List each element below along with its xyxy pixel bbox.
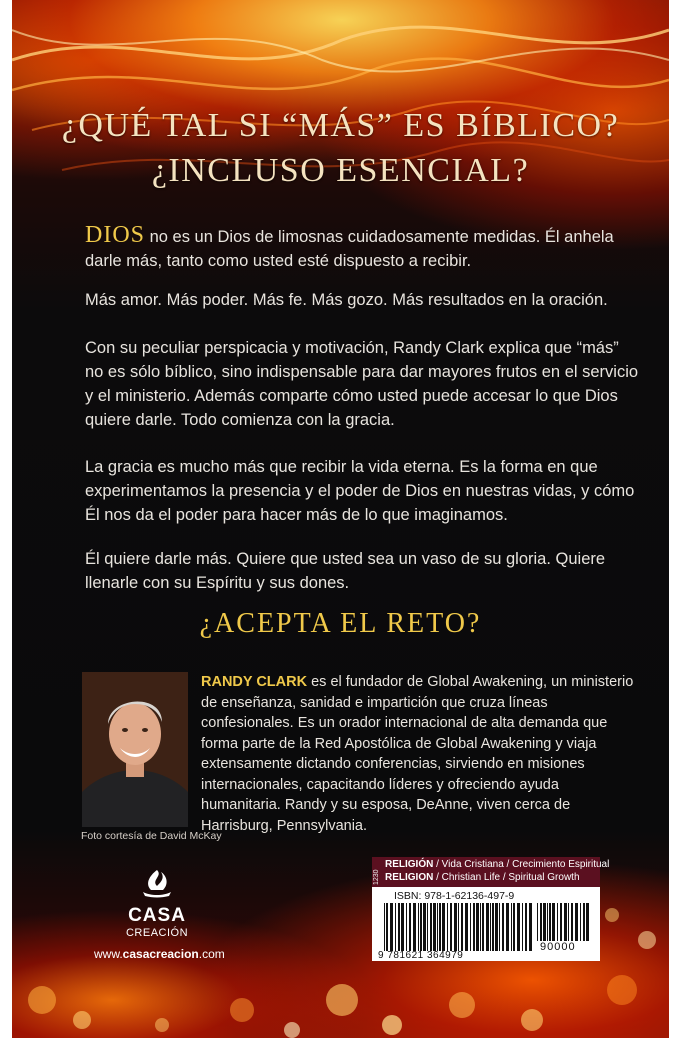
bokeh-lights	[12, 880, 669, 1038]
website-prefix: www.	[94, 947, 123, 961]
author-photo	[82, 672, 188, 827]
author-name: RANDY CLARK	[201, 674, 308, 690]
author-portrait-illustration	[82, 672, 188, 827]
paragraph-1-text: no es un Dios de limosnas cuidadosamente medidas. Él anhela darle más, tanto como usted esté dispuesto a recibir.	[85, 228, 614, 270]
category-english-rest: / Christian Life / Spiritual Growth	[433, 872, 580, 883]
author-bio-text: es el fundador de Global Awakening, un ministerio de enseñanza, sanidad e impartición que cruza líneas confesionales. Es un orador internacional de alta demanda que forma parte de la Red Apostólica de Global Awakening y viaja extensamente dictando conferencias, sirviendo en misiones internacionales, capacitando líderes y ofreciendo ayuda humanitaria. Randy y su esposa, DeAnne, viven cerca de Harrisburg, Pennsylvania.	[201, 674, 634, 834]
ean-digits: 9 781621 364979	[378, 950, 464, 961]
category-english-bold: RELIGION	[385, 872, 434, 883]
book-back-cover	[12, 0, 669, 1038]
headline-line-2: ¿INCLUSO ESENCIAL?	[151, 152, 530, 189]
photo-credit: Foto cortesía de David McKay	[81, 830, 222, 842]
category-code: 1230	[373, 869, 380, 885]
isbn-number: ISBN: 978-1-62136-497-9	[394, 890, 515, 902]
category-spanish	[385, 859, 609, 870]
paragraph-4: La gracia es mucho más que recibir la vida eterna. Es la forma en que experimentamos la presencia y el poder de Dios en nuestras vidas, y cómo Él nos da el poder para hacer más de lo que imaginamos.	[85, 458, 635, 524]
website-domain: casacreacion	[122, 947, 199, 961]
category-spanish-rest: / Vida Cristiana / Crecimiento Espiritual	[433, 859, 610, 870]
price-code: 90000	[540, 941, 576, 953]
publisher-logo-line-1: CASA	[128, 905, 186, 926]
category-spanish-bold: RELIGIÓN	[385, 859, 434, 870]
author-bio	[201, 672, 641, 836]
publisher-logo-line-2: CREACIÓN	[125, 927, 189, 939]
website-suffix: .com	[198, 947, 225, 961]
challenge-heading: ¿ACEPTA EL RETO?	[199, 608, 482, 639]
paragraph-2: Más amor. Más poder. Más fe. Más gozo. Más resultados en la oración.	[85, 291, 608, 309]
paragraph-1-lead-word: DIOS	[85, 222, 146, 248]
paragraph-1	[85, 223, 640, 273]
paragraph-5: Él quiere darle más. Quiere que usted sea un vaso de su gloria. Quiere llenarle con su Espíritu y sus dones.	[85, 550, 606, 592]
headline-line-1: ¿QUÉ TAL SI “MÁS” ES BÍBLICO?	[61, 107, 620, 144]
paragraph-3: Con su peculiar perspicacia y motivación, Randy Clark explica que “más” no es sólo bíblico, sino indispensable para dar mayores frutos en el servicio y el ministerio. Además comparte cómo usted puede accesar lo que Dios quiere darle. Todo comienza con la gracia.	[85, 339, 639, 429]
